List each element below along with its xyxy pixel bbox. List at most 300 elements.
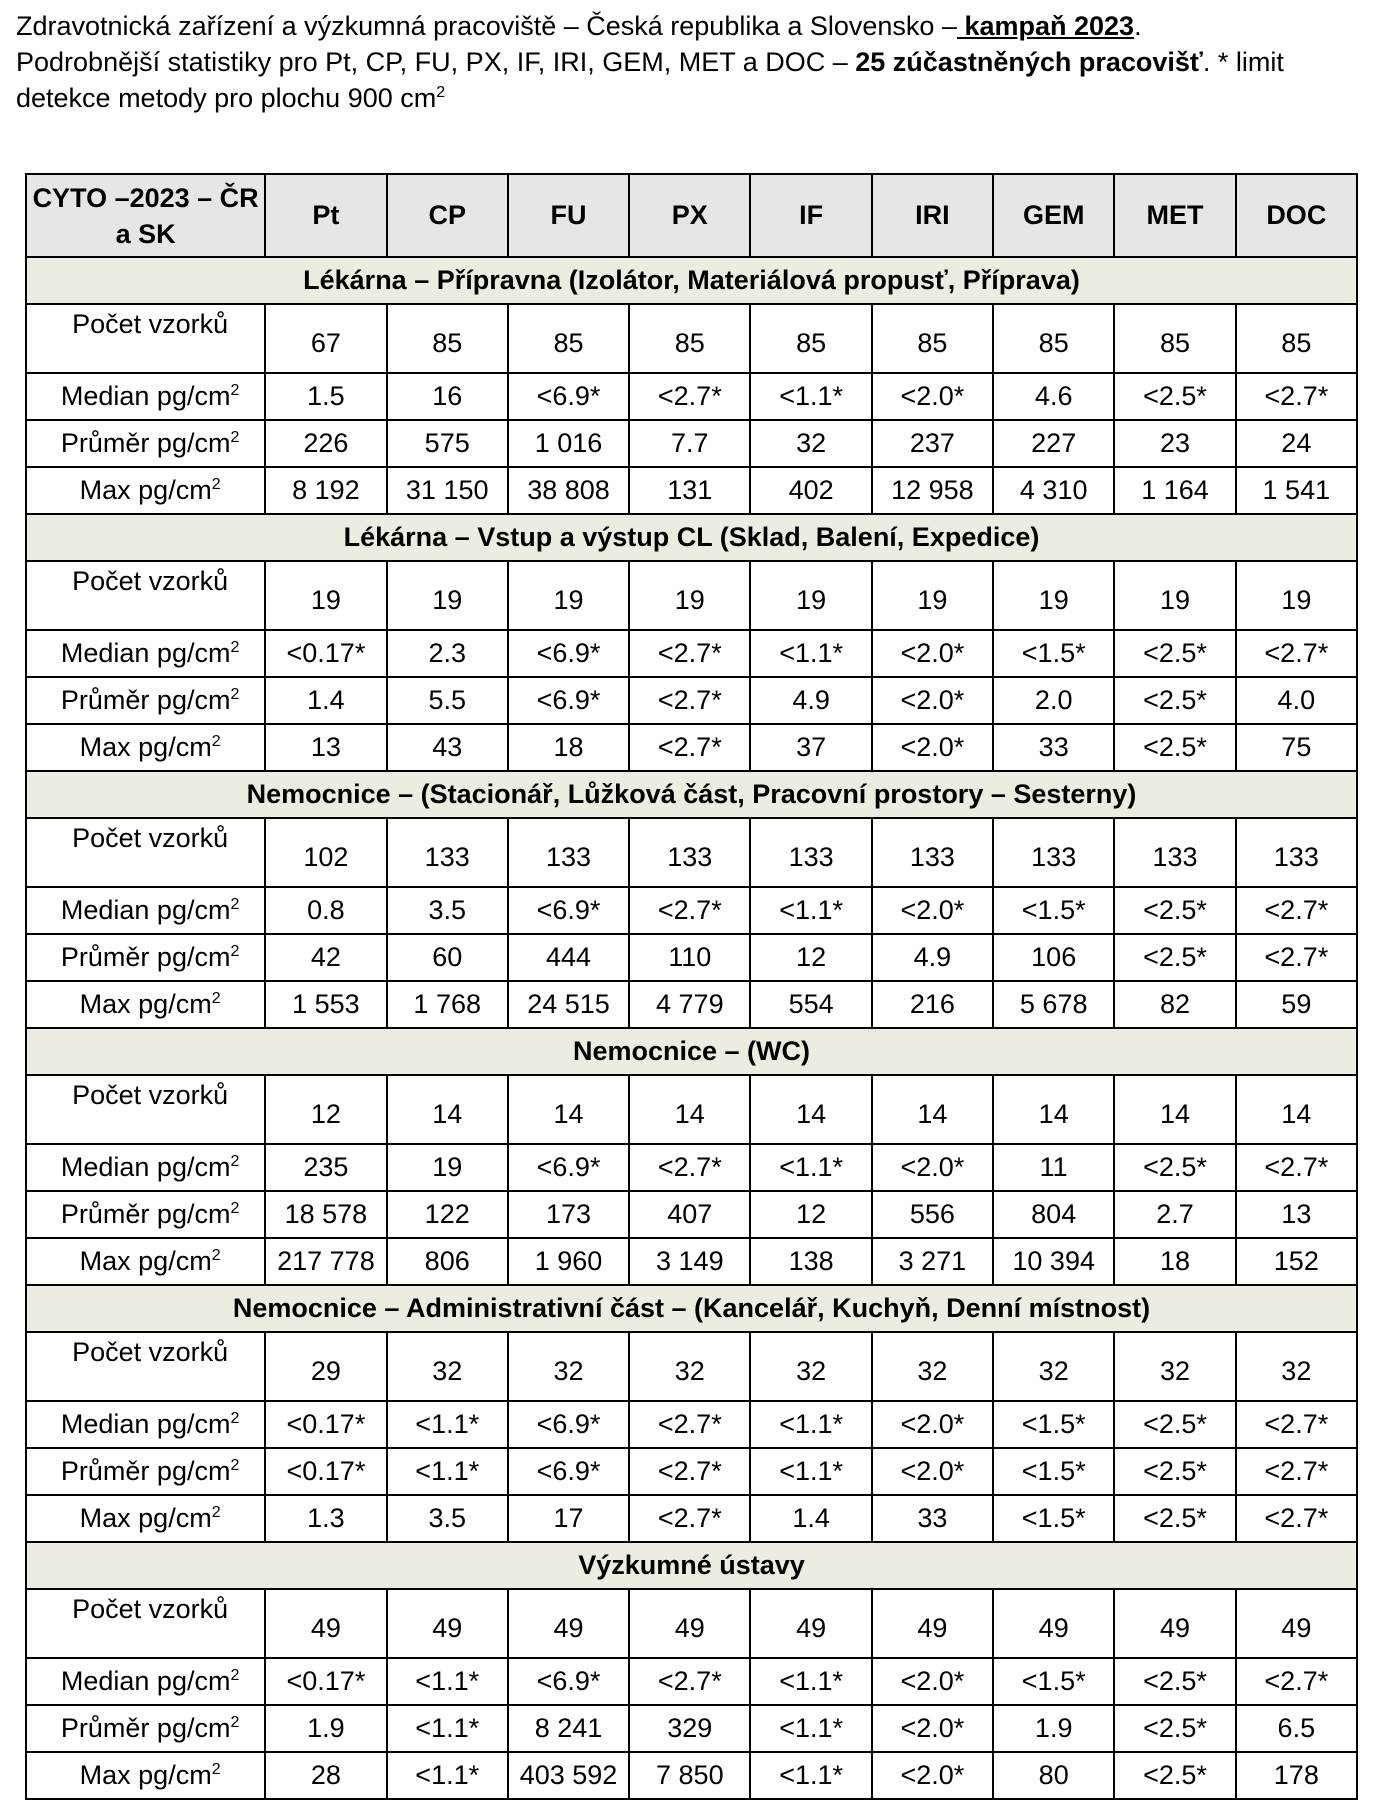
value-cell: 12 bbox=[750, 934, 871, 981]
unit-superscript: 2 bbox=[230, 1457, 240, 1474]
median-row bbox=[26, 1144, 1357, 1191]
row-label bbox=[26, 1495, 265, 1542]
row-label-text: Median pg/cm bbox=[60, 1152, 231, 1182]
mean-row bbox=[26, 934, 1357, 981]
value-cell: <2.5* bbox=[1114, 1495, 1235, 1542]
value-cell: <2.7* bbox=[629, 1448, 750, 1495]
row-label bbox=[26, 373, 265, 420]
column-header: IF bbox=[750, 174, 871, 257]
value-cell: <2.0* bbox=[872, 1144, 993, 1191]
section-title: Lékárna – Vstup a výstup CL (Sklad, Balení, Expedice) bbox=[26, 514, 1357, 561]
value-cell: <1.5* bbox=[993, 1401, 1114, 1448]
row-label bbox=[26, 1191, 265, 1238]
value-cell: 33 bbox=[872, 1495, 993, 1542]
value-cell: 19 bbox=[387, 561, 508, 630]
unit-superscript: 2 bbox=[211, 1247, 221, 1264]
row-label-text: Průměr pg/cm bbox=[60, 1713, 231, 1743]
median-row bbox=[26, 630, 1357, 677]
value-cell: 1.9 bbox=[265, 1705, 386, 1752]
value-cell: 131 bbox=[629, 467, 750, 514]
row-label bbox=[26, 630, 265, 677]
value-cell: 24 bbox=[1236, 420, 1357, 467]
value-cell: 59 bbox=[1236, 981, 1357, 1028]
value-cell: 11 bbox=[993, 1144, 1114, 1191]
value-cell: 17 bbox=[508, 1495, 629, 1542]
section-row bbox=[26, 1542, 1357, 1589]
section-row bbox=[26, 1285, 1357, 1332]
value-cell: 31 150 bbox=[387, 467, 508, 514]
unit-superscript: 2 bbox=[230, 943, 240, 960]
value-cell: 106 bbox=[993, 934, 1114, 981]
intro-line-2 bbox=[16, 44, 1366, 116]
value-cell: <2.7* bbox=[629, 1401, 750, 1448]
value-cell: <1.5* bbox=[993, 1495, 1114, 1542]
median-row bbox=[26, 887, 1357, 934]
unit-superscript: 2 bbox=[211, 476, 221, 493]
value-cell: 32 bbox=[1236, 1332, 1357, 1401]
value-cell: 133 bbox=[508, 818, 629, 887]
value-cell: 42 bbox=[265, 934, 386, 981]
value-cell: 133 bbox=[993, 818, 1114, 887]
value-cell: <2.7* bbox=[1236, 1401, 1357, 1448]
value-cell: 32 bbox=[993, 1332, 1114, 1401]
value-cell: 19 bbox=[750, 561, 871, 630]
value-cell: 5.5 bbox=[387, 677, 508, 724]
value-cell: <2.0* bbox=[872, 1752, 993, 1799]
value-cell: 85 bbox=[872, 304, 993, 373]
value-cell: 3.5 bbox=[387, 887, 508, 934]
value-cell: 16 bbox=[387, 373, 508, 420]
value-cell: <2.7* bbox=[629, 1495, 750, 1542]
row-label bbox=[26, 1238, 265, 1285]
value-cell: 407 bbox=[629, 1191, 750, 1238]
unit-superscript: 2 bbox=[211, 990, 221, 1007]
value-cell: 32 bbox=[750, 420, 871, 467]
unit-superscript: 2 bbox=[211, 733, 221, 750]
value-cell: 80 bbox=[993, 1752, 1114, 1799]
row-label bbox=[26, 934, 265, 981]
value-cell: <2.5* bbox=[1114, 1448, 1235, 1495]
count-row bbox=[26, 561, 1357, 630]
value-cell: <1.1* bbox=[750, 1144, 871, 1191]
row-label bbox=[26, 677, 265, 724]
value-cell: 85 bbox=[629, 304, 750, 373]
max-row bbox=[26, 1238, 1357, 1285]
value-cell: 85 bbox=[1114, 304, 1235, 373]
value-cell: <2.7* bbox=[1236, 1144, 1357, 1191]
value-cell: 23 bbox=[1114, 420, 1235, 467]
value-cell: <2.7* bbox=[629, 1144, 750, 1191]
value-cell: <6.9* bbox=[508, 1401, 629, 1448]
max-row bbox=[26, 981, 1357, 1028]
value-cell: <2.7* bbox=[629, 373, 750, 420]
value-cell: <0.17* bbox=[265, 1448, 386, 1495]
value-cell: <2.5* bbox=[1114, 934, 1235, 981]
value-cell: <2.0* bbox=[872, 1401, 993, 1448]
value-cell: 60 bbox=[387, 934, 508, 981]
row-label bbox=[26, 818, 265, 887]
value-cell: 8 192 bbox=[265, 467, 386, 514]
unit-superscript: 2 bbox=[230, 896, 240, 913]
value-cell: 14 bbox=[750, 1075, 871, 1144]
unit-superscript: 2 bbox=[230, 1153, 240, 1170]
section-row bbox=[26, 257, 1357, 304]
value-cell: 14 bbox=[1114, 1075, 1235, 1144]
value-cell: 85 bbox=[1236, 304, 1357, 373]
workplaces-count: 25 zúčastněných pracovišť bbox=[855, 47, 1203, 77]
value-cell: <2.5* bbox=[1114, 1658, 1235, 1705]
table-body bbox=[26, 257, 1357, 1799]
mean-row bbox=[26, 1448, 1357, 1495]
value-cell: 85 bbox=[750, 304, 871, 373]
value-cell: 19 bbox=[629, 561, 750, 630]
value-cell: 33 bbox=[993, 724, 1114, 771]
value-cell: <1.5* bbox=[993, 1448, 1114, 1495]
row-label bbox=[26, 1658, 265, 1705]
section-title: Lékárna – Přípravna (Izolátor, Materiálová propusť, Příprava) bbox=[26, 257, 1357, 304]
row-label-text: Počet vzorků bbox=[72, 566, 229, 596]
value-cell: 49 bbox=[993, 1589, 1114, 1658]
value-cell: 32 bbox=[387, 1332, 508, 1401]
unit-superscript: 2 bbox=[211, 1761, 221, 1778]
value-cell: 19 bbox=[993, 561, 1114, 630]
row-label-text: Median pg/cm bbox=[60, 1666, 231, 1696]
intro-line-1 bbox=[16, 8, 1366, 44]
row-label-text: Počet vzorků bbox=[72, 309, 229, 339]
value-cell: <1.1* bbox=[750, 1401, 871, 1448]
value-cell: 138 bbox=[750, 1238, 871, 1285]
row-label-text: Počet vzorků bbox=[72, 1080, 229, 1110]
value-cell: 49 bbox=[750, 1589, 871, 1658]
row-label-text: Max pg/cm bbox=[79, 732, 212, 762]
value-cell: 12 958 bbox=[872, 467, 993, 514]
value-cell: <6.9* bbox=[508, 677, 629, 724]
value-cell: 19 bbox=[872, 561, 993, 630]
unit-superscript: 2 bbox=[230, 639, 240, 656]
section-row bbox=[26, 514, 1357, 561]
row-label-text: Průměr pg/cm bbox=[60, 942, 231, 972]
value-cell: <2.7* bbox=[629, 630, 750, 677]
value-cell: <1.1* bbox=[750, 1448, 871, 1495]
value-cell: 2.0 bbox=[993, 677, 1114, 724]
value-cell: 1 960 bbox=[508, 1238, 629, 1285]
value-cell: 4.0 bbox=[1236, 677, 1357, 724]
value-cell: <1.1* bbox=[750, 887, 871, 934]
column-header: Pt bbox=[265, 174, 386, 257]
value-cell: 14 bbox=[387, 1075, 508, 1144]
value-cell: 82 bbox=[1114, 981, 1235, 1028]
value-cell: <6.9* bbox=[508, 1658, 629, 1705]
value-cell: <6.9* bbox=[508, 1144, 629, 1191]
value-cell: <2.7* bbox=[629, 724, 750, 771]
value-cell: 5 678 bbox=[993, 981, 1114, 1028]
value-cell: <1.1* bbox=[387, 1401, 508, 1448]
value-cell: 3 271 bbox=[872, 1238, 993, 1285]
value-cell: 32 bbox=[508, 1332, 629, 1401]
value-cell: 67 bbox=[265, 304, 386, 373]
value-cell: 49 bbox=[508, 1589, 629, 1658]
section-title: Nemocnice – Administrativní část – (Kancelář, Kuchyň, Denní místnost) bbox=[26, 1285, 1357, 1332]
unit-superscript: 2 bbox=[211, 1504, 221, 1521]
value-cell: <2.7* bbox=[629, 887, 750, 934]
value-cell: <1.1* bbox=[387, 1658, 508, 1705]
row-label-text: Median pg/cm bbox=[60, 1409, 231, 1439]
value-cell: 49 bbox=[387, 1589, 508, 1658]
row-label bbox=[26, 420, 265, 467]
median-row bbox=[26, 373, 1357, 420]
value-cell: 178 bbox=[1236, 1752, 1357, 1799]
value-cell: 237 bbox=[872, 420, 993, 467]
value-cell: 14 bbox=[872, 1075, 993, 1144]
value-cell: <1.5* bbox=[993, 1658, 1114, 1705]
section-title: Výzkumné ústavy bbox=[26, 1542, 1357, 1589]
value-cell: 1 553 bbox=[265, 981, 386, 1028]
value-cell: 14 bbox=[629, 1075, 750, 1144]
value-cell: <2.7* bbox=[1236, 934, 1357, 981]
value-cell: 1 164 bbox=[1114, 467, 1235, 514]
row-label bbox=[26, 1332, 265, 1401]
row-label bbox=[26, 561, 265, 630]
value-cell: <2.5* bbox=[1114, 724, 1235, 771]
section-title: Nemocnice – (WC) bbox=[26, 1028, 1357, 1075]
column-header: GEM bbox=[993, 174, 1114, 257]
max-row bbox=[26, 724, 1357, 771]
value-cell: 12 bbox=[265, 1075, 386, 1144]
value-cell: 85 bbox=[993, 304, 1114, 373]
corner-header: CYTO –2023 – ČR a SK bbox=[26, 174, 265, 257]
value-cell: <1.1* bbox=[750, 1658, 871, 1705]
value-cell: <2.7* bbox=[629, 677, 750, 724]
value-cell: 804 bbox=[993, 1191, 1114, 1238]
value-cell: 14 bbox=[993, 1075, 1114, 1144]
value-cell: <2.0* bbox=[872, 1448, 993, 1495]
value-cell: <2.5* bbox=[1114, 630, 1235, 677]
value-cell: <2.7* bbox=[1236, 887, 1357, 934]
value-cell: 3.5 bbox=[387, 1495, 508, 1542]
value-cell: 4.9 bbox=[872, 934, 993, 981]
value-cell: 329 bbox=[629, 1705, 750, 1752]
row-label-text: Počet vzorků bbox=[72, 1594, 229, 1624]
max-row bbox=[26, 1495, 1357, 1542]
value-cell: 1.3 bbox=[265, 1495, 386, 1542]
value-cell: 7.7 bbox=[629, 420, 750, 467]
value-cell: <6.9* bbox=[508, 630, 629, 677]
median-row bbox=[26, 1401, 1357, 1448]
row-label-text: Max pg/cm bbox=[79, 475, 212, 505]
value-cell: 8 241 bbox=[508, 1705, 629, 1752]
value-cell: 18 bbox=[508, 724, 629, 771]
value-cell: 29 bbox=[265, 1332, 386, 1401]
median-row bbox=[26, 1658, 1357, 1705]
column-header: CP bbox=[387, 174, 508, 257]
unit-superscript: 2 bbox=[230, 686, 240, 703]
value-cell: 2.7 bbox=[1114, 1191, 1235, 1238]
value-cell: 14 bbox=[1236, 1075, 1357, 1144]
value-cell: <0.17* bbox=[265, 630, 386, 677]
row-label-text: Median pg/cm bbox=[60, 381, 231, 411]
value-cell: 12 bbox=[750, 1191, 871, 1238]
mean-row bbox=[26, 677, 1357, 724]
intro-line-2-text: Podrobnější statistiky pro Pt, CP, FU, PX, IF, IRI, GEM, MET a DOC – bbox=[16, 47, 856, 77]
value-cell: 1 768 bbox=[387, 981, 508, 1028]
value-cell: 1.9 bbox=[993, 1705, 1114, 1752]
value-cell: 85 bbox=[508, 304, 629, 373]
value-cell: 3 149 bbox=[629, 1238, 750, 1285]
value-cell: 110 bbox=[629, 934, 750, 981]
row-label bbox=[26, 1752, 265, 1799]
value-cell: <6.9* bbox=[508, 887, 629, 934]
mean-row bbox=[26, 1191, 1357, 1238]
value-cell: 2.3 bbox=[387, 630, 508, 677]
value-cell: <1.1* bbox=[387, 1752, 508, 1799]
value-cell: <2.7* bbox=[629, 1658, 750, 1705]
max-row bbox=[26, 467, 1357, 514]
value-cell: 18 578 bbox=[265, 1191, 386, 1238]
intro-line-1-end: . bbox=[1134, 11, 1142, 41]
row-label-text: Průměr pg/cm bbox=[60, 685, 231, 715]
value-cell: 32 bbox=[629, 1332, 750, 1401]
value-cell: <1.1* bbox=[750, 630, 871, 677]
row-label-text: Median pg/cm bbox=[60, 638, 231, 668]
value-cell: 18 bbox=[1114, 1238, 1235, 1285]
value-cell: 38 808 bbox=[508, 467, 629, 514]
count-row bbox=[26, 304, 1357, 373]
value-cell: 37 bbox=[750, 724, 871, 771]
row-label bbox=[26, 981, 265, 1028]
value-cell: 19 bbox=[508, 561, 629, 630]
row-label bbox=[26, 1589, 265, 1658]
value-cell: <1.5* bbox=[993, 630, 1114, 677]
value-cell: 4.9 bbox=[750, 677, 871, 724]
row-label bbox=[26, 887, 265, 934]
row-label-text: Průměr pg/cm bbox=[60, 428, 231, 458]
row-label-text: Průměr pg/cm bbox=[60, 1456, 231, 1486]
section-row bbox=[26, 771, 1357, 818]
value-cell: 49 bbox=[629, 1589, 750, 1658]
value-cell: 216 bbox=[872, 981, 993, 1028]
value-cell: 1 541 bbox=[1236, 467, 1357, 514]
value-cell: <2.0* bbox=[872, 724, 993, 771]
value-cell: <2.7* bbox=[1236, 1448, 1357, 1495]
value-cell: <6.9* bbox=[508, 373, 629, 420]
value-cell: 6.5 bbox=[1236, 1705, 1357, 1752]
unit-superscript: 2 bbox=[230, 1667, 240, 1684]
value-cell: 1.4 bbox=[265, 677, 386, 724]
value-cell: <0.17* bbox=[265, 1401, 386, 1448]
value-cell: 1.4 bbox=[750, 1495, 871, 1542]
value-cell: 1 016 bbox=[508, 420, 629, 467]
row-label-text: Max pg/cm bbox=[79, 989, 212, 1019]
value-cell: 133 bbox=[1114, 818, 1235, 887]
max-row bbox=[26, 1752, 1357, 1799]
intro-line-1-text: Zdravotnická zařízení a výzkumná pracoviště – Česká republika a Slovensko – bbox=[16, 11, 957, 41]
value-cell: <2.5* bbox=[1114, 373, 1235, 420]
value-cell: 173 bbox=[508, 1191, 629, 1238]
value-cell: 49 bbox=[1236, 1589, 1357, 1658]
row-label-text: Počet vzorků bbox=[72, 1337, 229, 1367]
value-cell: <1.1* bbox=[750, 1705, 871, 1752]
value-cell: 75 bbox=[1236, 724, 1357, 771]
row-label-text: Median pg/cm bbox=[60, 895, 231, 925]
value-cell: 7 850 bbox=[629, 1752, 750, 1799]
value-cell: 575 bbox=[387, 420, 508, 467]
count-row bbox=[26, 818, 1357, 887]
unit-superscript: 2 bbox=[230, 382, 240, 399]
row-label bbox=[26, 1401, 265, 1448]
value-cell: 133 bbox=[629, 818, 750, 887]
value-cell: 152 bbox=[1236, 1238, 1357, 1285]
detection-limit-note: . * limit detekce metody pro plochu 900 cm bbox=[16, 47, 1284, 113]
column-header: PX bbox=[629, 174, 750, 257]
value-cell: <1.1* bbox=[750, 373, 871, 420]
value-cell: <1.1* bbox=[750, 1752, 871, 1799]
row-label bbox=[26, 1705, 265, 1752]
count-row bbox=[26, 1589, 1357, 1658]
value-cell: 133 bbox=[1236, 818, 1357, 887]
value-cell: 0.8 bbox=[265, 887, 386, 934]
row-label bbox=[26, 1144, 265, 1191]
row-label-text: Max pg/cm bbox=[79, 1760, 212, 1790]
mean-row bbox=[26, 420, 1357, 467]
row-label-text: Max pg/cm bbox=[79, 1246, 212, 1276]
value-cell: 49 bbox=[1114, 1589, 1235, 1658]
value-cell: 13 bbox=[265, 724, 386, 771]
value-cell: 133 bbox=[750, 818, 871, 887]
value-cell: 4 779 bbox=[629, 981, 750, 1028]
unit-superscript: 2 bbox=[230, 1200, 240, 1217]
value-cell: <1.1* bbox=[387, 1448, 508, 1495]
campaign-label: kampaň 2023 bbox=[956, 11, 1135, 41]
row-label-text: Počet vzorků bbox=[72, 823, 229, 853]
value-cell: <1.1* bbox=[387, 1705, 508, 1752]
value-cell: <2.5* bbox=[1114, 1752, 1235, 1799]
value-cell: 43 bbox=[387, 724, 508, 771]
value-cell: <2.0* bbox=[872, 630, 993, 677]
value-cell: 556 bbox=[872, 1191, 993, 1238]
value-cell: <2.5* bbox=[1114, 677, 1235, 724]
value-cell: 4 310 bbox=[993, 467, 1114, 514]
column-header: DOC bbox=[1236, 174, 1357, 257]
value-cell: 19 bbox=[265, 561, 386, 630]
value-cell: 85 bbox=[387, 304, 508, 373]
value-cell: 28 bbox=[265, 1752, 386, 1799]
value-cell: 19 bbox=[387, 1144, 508, 1191]
row-label bbox=[26, 724, 265, 771]
value-cell: <2.5* bbox=[1114, 1144, 1235, 1191]
count-row bbox=[26, 1075, 1357, 1144]
mean-row bbox=[26, 1705, 1357, 1752]
value-cell: <2.7* bbox=[1236, 1658, 1357, 1705]
value-cell: 19 bbox=[1236, 561, 1357, 630]
row-label bbox=[26, 1075, 265, 1144]
value-cell: 13 bbox=[1236, 1191, 1357, 1238]
row-label bbox=[26, 1448, 265, 1495]
row-label bbox=[26, 467, 265, 514]
row-label bbox=[26, 304, 265, 373]
value-cell: <2.0* bbox=[872, 1705, 993, 1752]
value-cell: 133 bbox=[872, 818, 993, 887]
value-cell: <2.5* bbox=[1114, 887, 1235, 934]
row-label-text: Průměr pg/cm bbox=[60, 1199, 231, 1229]
value-cell: 102 bbox=[265, 818, 386, 887]
value-cell: 806 bbox=[387, 1238, 508, 1285]
row-label-text: Max pg/cm bbox=[79, 1503, 212, 1533]
value-cell: 19 bbox=[1114, 561, 1235, 630]
value-cell: 49 bbox=[872, 1589, 993, 1658]
value-cell: <6.9* bbox=[508, 1448, 629, 1495]
value-cell: <2.7* bbox=[1236, 630, 1357, 677]
cyto-statistics-table bbox=[25, 173, 1358, 1800]
